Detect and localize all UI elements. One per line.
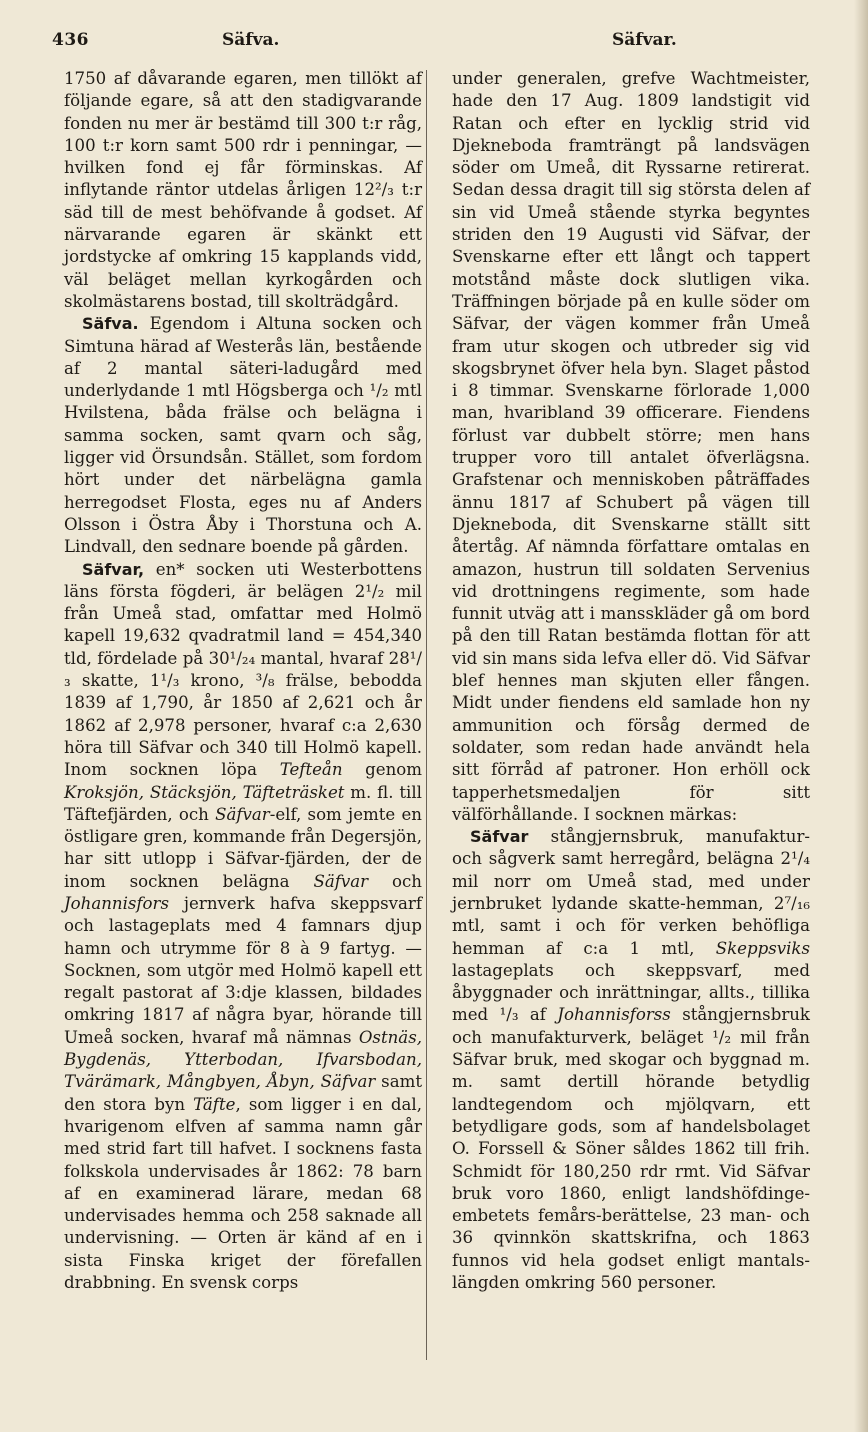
entry-text: lastageplats och skeppsvarf, med åbyggnader och inrättningar, allts., tillika med ¹/₃ af — [452, 960, 810, 1025]
entry-text: -elf, som jemte en östligare gren, kommande från Degersjön, har sitt utlopp i Säfvar-fjärden, der de inom socknen belägna — [64, 804, 422, 891]
right-column — [452, 68, 810, 1294]
italic-place: Täfte — [193, 1094, 236, 1114]
paragraph-continuation: under generalen, grefve Wachtmeister, hade den 17 Aug. 1809 landstigit vid Ratan och efter en lycklig strid vid Djekneboda framträngt på landsvägen söder om Umeå, dit Ryssarne retirerat. Sedan dessa dragit till sig största delen af sin vid Umeå stående styrka begyntes striden den 19 Augusti vid Säfvar, der Svenskarne efter ett långt och tappert motstånd måste dock slutligen vika. Träffningen började på en kulle söder om Säfvar, der vägen kommer från Umeå fram utur skogen och utbreder sig vid skogsbrynet öfver hela byn. Slaget påstod i 8 timmar. Svenskarne förlorade 1,000 man, hvaribland 39 officerare. Fiendens förlust var dubbelt större; men hans trupper voro till antalet öfverlägsna. Grafstenar och menniskoben påträffades ännu 1817 af Schubert på vägen till Djekneboda, dit Svenskarne ställt sitt återtåg. Af nämnda författare omtalas en amazon, hustrun till soldaten Servenius vid drottningens regimente, som hade funnit utväg att i mansskläder gå om bord på den till Ratan bestämda flottan för att vid sin mans sida lefva eller dö. Vid Säfvar blef hennes man skjuten eller fången. Midt under fiendens eld samlade hon ny ammunition och försåg dermed de soldater, som redan hade användt hela sitt förråd af patroner. Hon erhöll ock tapperhetsmedaljen för sitt välförhållande. I socknen märkas: — [452, 69, 810, 824]
entry-text: , som ligger i en dal, hvarigenom elfven af samma namn går med strid fart till hafvet. I socknens fasta folkskola undervisades år 1862: 78 barn af en examinerad lärare, medan 68 undervisades hemma och 258 saknade all undervisning. — Orten är känd af en i sista Finska kriget der förefallen drabbning. En svensk corps — [64, 1094, 422, 1293]
left-column — [64, 68, 422, 1294]
running-head-left: Säfva. — [222, 30, 280, 50]
entry-text: samt den stora byn — [64, 1072, 422, 1114]
page-number: 436 — [52, 30, 89, 50]
italic-place: Johannisforss — [557, 1005, 671, 1025]
page-header — [0, 30, 868, 60]
italic-place: Säfvar — [313, 871, 369, 891]
entry-text: m. fl. till Täftefjärden, och — [64, 782, 422, 824]
paragraph-continuation: 1750 af dåvarande egaren, men tillökt af följande egare, så att den stadigvarande fonden nu mer är bestämd till 300 t:r råg, 100 t:r korn samt 500 rdr i penningar, — hvilken fond ej får förminskas. Af inflytande räntor utdelas årligen 12²/₃ t:r säd till de mest behöfvande å godset. Af närvarande egaren är skänkt ett jordstycke af omkring 15 kapplands vidd, väl beläget mellan kyrkogården och skolmästarens bostad, till skolträdgård. — [64, 69, 422, 311]
entry-safvar-socken — [64, 559, 422, 1295]
entry-text: en* socken uti Westerbottens läns första fögderi, är belägen 2¹/₂ mil från Umeå stad, omfattar med Holmö kapell 19,632 qvadratmil land = 454,340 tld, fördelade på 30¹/₂₄ mantal, hvaraf 28¹/₃ skatte, 1¹/₃ krono, ³/₈ frälse, bebodda 1839 af 1,790, år 1850 af 2,621 och år 1862 af 2,978 personer, hvaraf c:a 2,630 höra till Säfvar och 340 till Holmö kapell. Inom socknen löpa — [64, 559, 422, 780]
entry-safvar-bruk — [452, 826, 810, 1294]
entry-text: genom — [342, 760, 422, 780]
entry-text: och — [368, 871, 422, 891]
italic-place: Skeppsviks — [715, 938, 810, 958]
entry-text: Egendom i Altuna socken och Simtuna härad af Westerås län, bestående af 2 mantal säteri-ladugård med underlydande 1 mtl Högsberga och ¹/₂ mtl Hvilstena, båda frälse och belägna i samma socken, samt qvarn och såg, ligger vid Örsundsån. Stället, som fordom hört under det närbelägna gamla herregodset Flosta, eges nu af Anders Olsson i Östra Åby i Thorstuna och A. Lindvall, den sednare boende på gården. — [64, 314, 422, 557]
entry-text: stångjernsbruk och manufakturverk, beläget ¹/₂ mil från Säfvar bruk, med skogar och byggnad m. m. samt dertill hörande betydlig landtegendom och mjölqvarn, ett betydligare gods, som af handelsbolaget O. Forssell & Söner såldes 1862 till frih. Schmidt för 180,250 rdr rmt. Vid Säfvar bruk voro 1860, enligt landshöfdinge-embetets femårs-berättelse, 23 man- och 36 qvinnkön skattskrifna, och 1863 funnos vid hela godset enligt mantals-längden omkring 560 personer. — [452, 1005, 810, 1293]
italic-place: Johannisfors — [64, 893, 169, 913]
italic-place: Ostnäs, Bygdenäs, Ytterbodan, Ifvarsbodan, Tvärämark, Mångbyen, Åbyn, Säfvar — [64, 1027, 422, 1092]
page-edge — [854, 0, 868, 1432]
entry-headword: Säfva. — [82, 314, 139, 334]
italic-place: Teftеån — [279, 760, 343, 780]
italic-place: Kroksjön, Stäcksjön, Täftеträsket — [64, 782, 345, 802]
entry-text: jernverk hafva skeppsvarf och lastageplats med 4 famnars djup hamn och utrymme för 8 à 9 fartyg. — Socknen, som utgör med Holmö kapell ett regalt pastorat af 3:dje klassen, bildades omkring 1817 af några byar, hörande till Umeå socken, hvaraf må nämnas — [64, 893, 422, 1047]
column-divider — [426, 70, 427, 1360]
italic-place: Säfvar — [215, 804, 270, 824]
entry-headword: Säfvar — [470, 827, 529, 847]
running-head-right: Säfvar. — [612, 30, 677, 50]
entry-headword: Säfvar, — [82, 559, 145, 579]
entry-text: stångjernsbruk, manufaktur- och sågverk samt herregård, belägna 2¹/₄ mil norr om Umeå stad, med under jernbruket lydande skatte-hemman, 2⁷/₁₆ mtl, samt i och för verken behöfliga hemman af c:a 1 mtl, — [452, 827, 810, 958]
entry-safva — [64, 313, 422, 558]
